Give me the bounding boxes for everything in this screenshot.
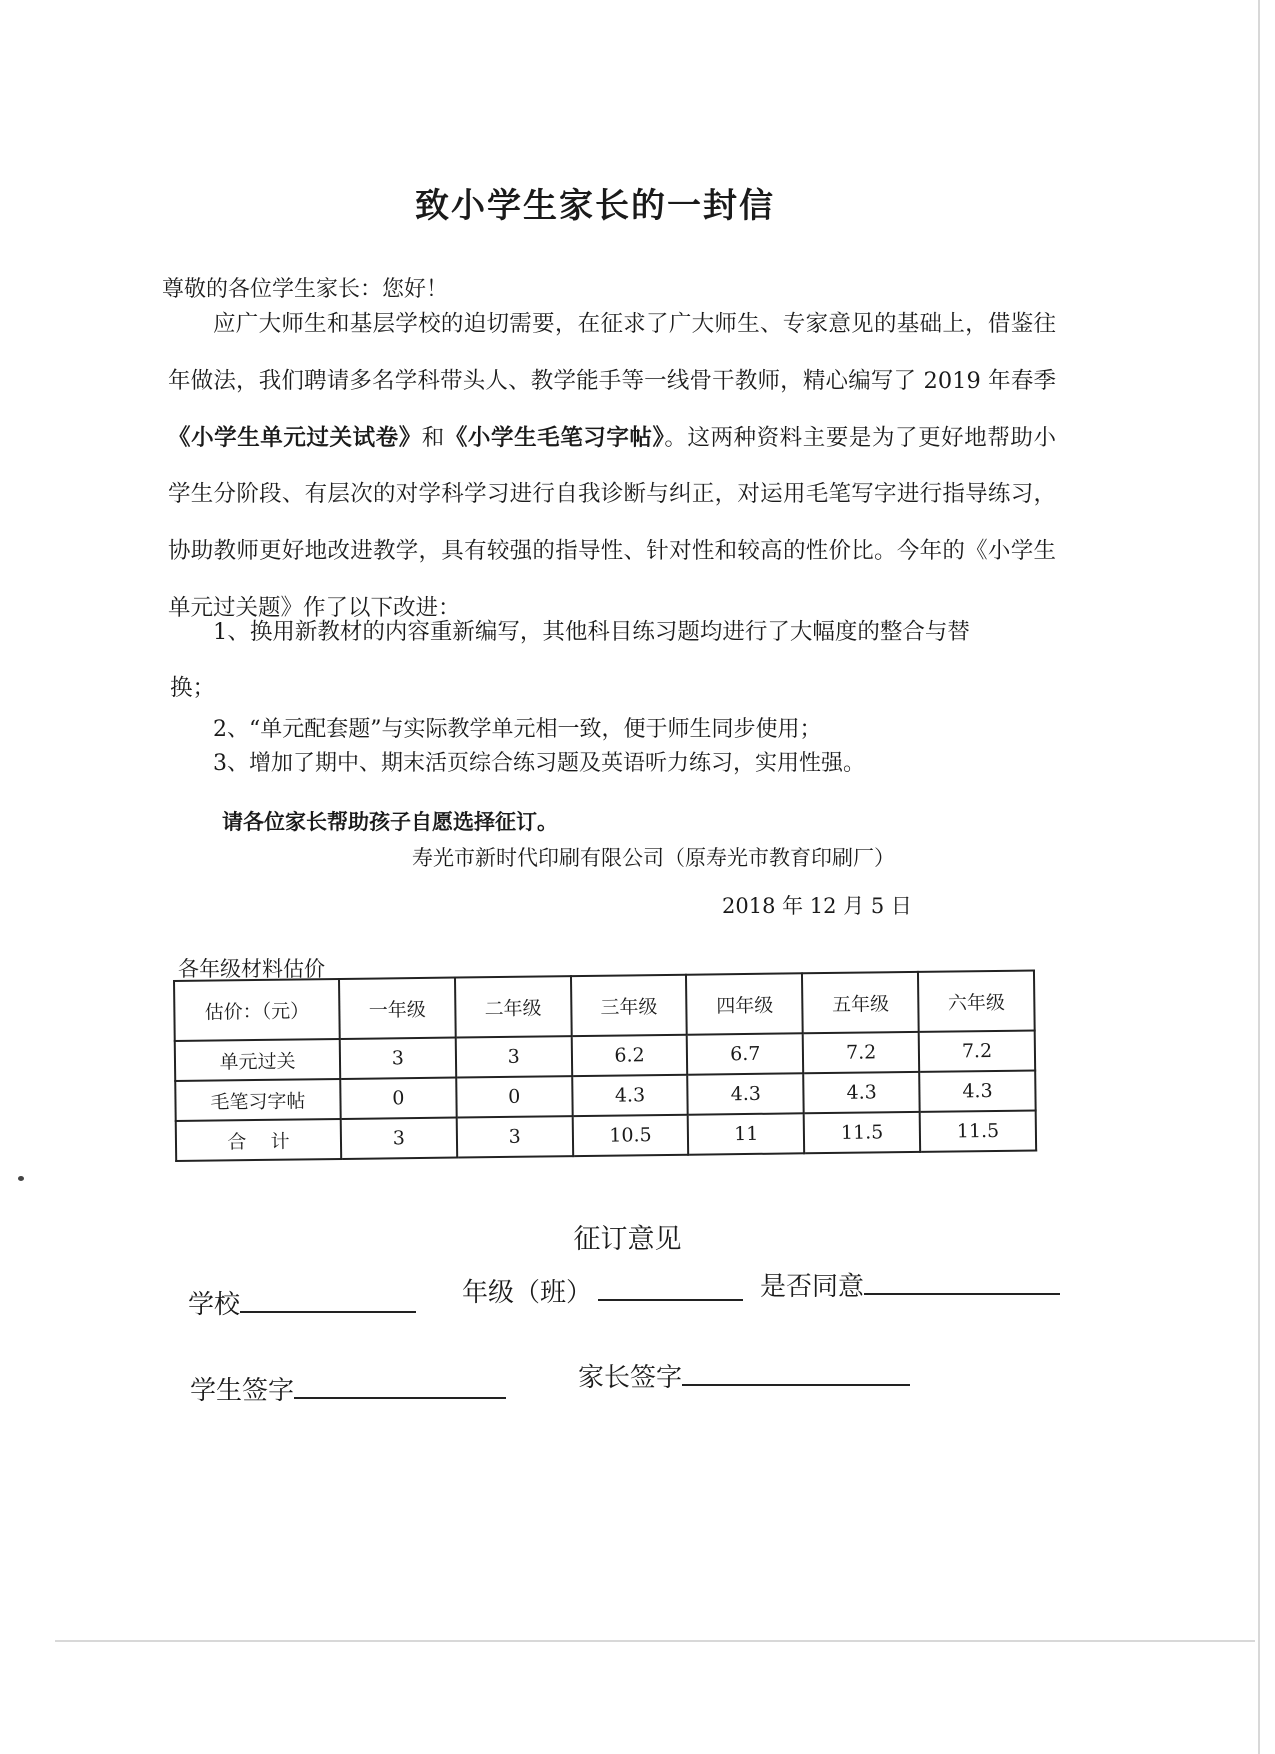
header-cell: 三年级 (571, 975, 688, 1036)
agree-label: 是否同意 (760, 1272, 865, 1302)
table-cell: 10.5 (572, 1115, 688, 1156)
table-cell: 6.2 (571, 1035, 687, 1076)
school-label: 学校 (188, 1290, 241, 1320)
grade-label: 年级（班） (462, 1278, 593, 1308)
row-label: 合 计 (176, 1119, 341, 1161)
table-cell: 3 (456, 1036, 572, 1077)
paragraph-text: 和 (421, 424, 445, 451)
grade-blank[interactable] (598, 1275, 743, 1301)
table-cell: 0 (340, 1078, 456, 1119)
paragraph-text: 应广大师生和基层学校的迫切需要，在征求了广大师生、专家意见的基础上，借鉴往年做法，我们聘请多名学科带头人、教学能手等一线骨干教师，精心编写了 2019 年春季 (168, 311, 1056, 394)
student-sign-field (190, 1370, 506, 1407)
table-cell: 0 (456, 1076, 572, 1117)
header-cell: 二年级 (455, 976, 572, 1037)
table-cell: 4.3 (572, 1075, 688, 1116)
price-table (173, 969, 1037, 1162)
table-cell: 11.5 (804, 1112, 920, 1153)
signature: 寿光市新时代印刷有限公司（原寿光市教育印刷厂） (412, 846, 895, 870)
table-cell: 11 (688, 1113, 804, 1154)
parent-sign-blank[interactable] (682, 1360, 910, 1386)
agree-field (760, 1266, 1060, 1303)
table-cell: 3 (341, 1118, 457, 1159)
header-cell: 六年级 (918, 970, 1035, 1031)
table-cell: 4.3 (688, 1073, 804, 1114)
improvement-item: 3、增加了期中、期末活页综合练习题及英语听力练习，实用性强。 (213, 751, 865, 776)
row-label: 毛笔习字帖 (175, 1079, 340, 1121)
table-cell: 11.5 (920, 1110, 1036, 1151)
scan-speck (18, 1176, 24, 1181)
table-cell: 7.2 (919, 1030, 1035, 1071)
letter-title: 致小学生家长的一封信 (415, 186, 775, 226)
table-cell: 4.3 (919, 1070, 1035, 1111)
greeting: 尊敬的各位学生家长：您好！ (162, 277, 449, 302)
subscription-title: 征订意见 (573, 1224, 682, 1255)
table-caption: 各年级材料估价 (178, 957, 325, 981)
table-cell: 4.3 (803, 1072, 919, 1113)
book-title-exam: 《小学生单元过关试卷》 (168, 424, 422, 451)
header-cell: 估价：（元） (174, 979, 340, 1041)
paragraph-text: 。这两种资料主要是为了更好地帮助小学生分阶段、有层次的对学科学习进行自我诊断与纠正，对运用毛笔写字进行指导练习，协助教师更好地改进教学，具有较强的指导性、针对性和较高的性价比。今年的《小学生单元过关题》作了以下改进： (168, 424, 1056, 621)
table-header-row (174, 970, 1035, 1041)
student-sign-label: 学生签字 (190, 1376, 295, 1406)
improvement-item: 换； (170, 675, 216, 701)
parent-sign-field (578, 1357, 910, 1394)
header-cell: 五年级 (802, 972, 919, 1033)
header-cell: 一年级 (339, 978, 456, 1039)
table-cell: 3 (457, 1116, 573, 1157)
student-sign-blank[interactable] (294, 1373, 506, 1399)
page-edge (1258, 0, 1260, 1754)
table-cell: 6.7 (687, 1033, 803, 1074)
improvement-item: 1、换用新教材的内容重新编写，其他科目练习题均进行了大幅度的整合与替 (213, 619, 970, 645)
school-blank[interactable] (240, 1287, 416, 1313)
header-cell: 四年级 (686, 973, 803, 1034)
page-edge (55, 1640, 1255, 1642)
parent-sign-label: 家长签字 (578, 1363, 683, 1393)
agree-blank[interactable] (864, 1269, 1060, 1295)
row-label: 单元过关 (175, 1039, 340, 1081)
table-cell: 3 (340, 1038, 456, 1079)
letter-paragraph (168, 296, 1056, 637)
appeal-text: 请各位家长帮助孩子自愿选择征订。 (222, 810, 558, 834)
book-title-calligraphy: 《小学生毛笔习字帖》 (444, 424, 665, 451)
improvement-item: 2、“单元配套题”与实际教学单元相一致，便于师生同步使用； (213, 717, 822, 742)
school-field (188, 1284, 416, 1321)
letter-date: 2018 年 12 月 5 日 (722, 894, 912, 918)
table-cell: 7.2 (803, 1032, 919, 1073)
grade-field (462, 1272, 743, 1309)
